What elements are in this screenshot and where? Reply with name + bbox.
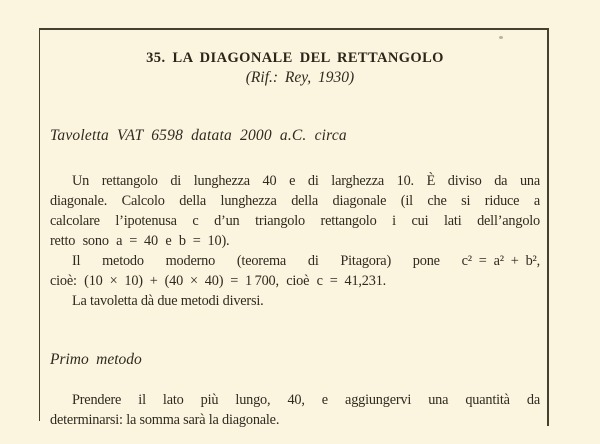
paragraph-two-methods [50,291,540,311]
scan-speck [499,36,503,39]
paragraph-first-method [50,390,540,430]
main-text-block [50,171,540,311]
text-line: cioè: (10 × 10) + (40 × 40) = 1 700, cioè c = 41,231. [50,273,387,289]
paragraph-modern-method [50,251,540,291]
text-line: Prendere il lato più lungo, 40, e aggiungervi una quantità da [72,392,540,408]
frame-rule-left [39,28,40,421]
page-content [50,50,540,430]
frame-rule-right [547,28,549,426]
text-line: calcolare l’ipotenusa c d’un triangolo rettangolo i cui lati dell’angolo [50,213,540,229]
text-line: determinarsi: la somma sarà la diagonale. [50,412,280,428]
text-line: retto sono a = 40 e b = 10). [50,233,230,249]
section-heading-primo-metodo: Primo metodo [50,351,142,368]
text-line: Il metodo moderno (teorema di Pitagora) pone c² = a² + b², [72,253,540,269]
tablet-caption: Tavoletta VAT 6598 datata 2000 a.C. circa [50,127,347,144]
first-method-block [50,390,540,430]
chapter-title: 35. LA DIAGONALE DEL RETTANGOLO [146,50,444,66]
chapter-reference: (Rif.: Rey, 1930) [245,69,355,86]
text-line: Un rettangolo di lunghezza 40 e di larghezza 10. È diviso da una [72,173,540,189]
text-line: La tavoletta dà due metodi diversi. [72,293,264,309]
text-line: diagonale. Calcolo della lunghezza della diagonale (il che si riduce a [50,193,540,209]
frame-rule-top [39,28,549,30]
paragraph-problem [50,171,540,251]
